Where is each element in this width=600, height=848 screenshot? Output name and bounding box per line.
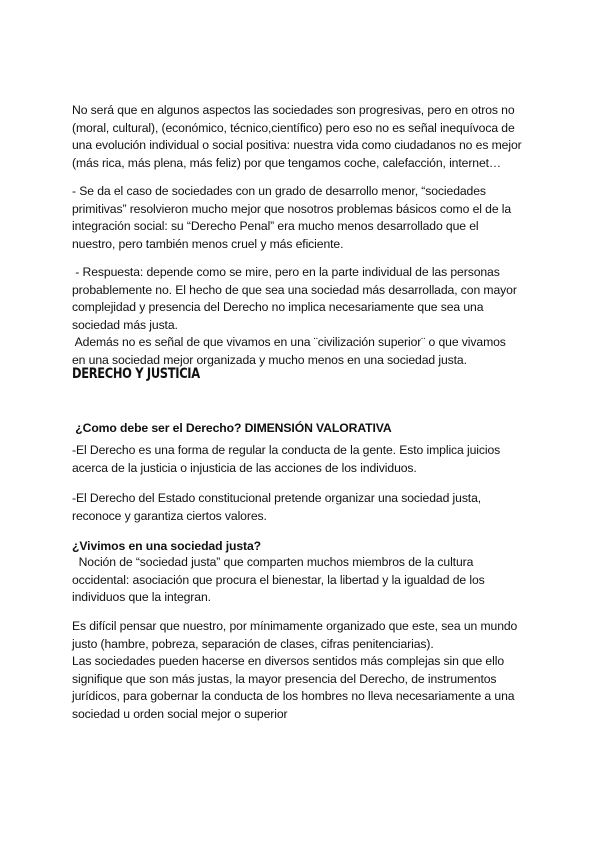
text-line: primitivas” resolvieron mucho mejor que nosotros problemas básicos como el de la	[72, 201, 512, 216]
text-line: -El Derecho es una forma de regular la conducta de la gente. Esto implica juicios	[72, 443, 501, 457]
text-line: en una sociedad mejor organizada y mucho menos en una sociedad justa.	[72, 352, 467, 367]
paragraph-primitive-societies	[72, 183, 534, 253]
text-line: complejidad y presencia del Derecho no implica necesariamente que sea una	[72, 300, 484, 315]
text-line: acerca de la justicia o injusticia de las acciones de los individuos.	[72, 460, 417, 475]
text-line: Noción de “sociedad justa” que comparten muchos miembros de la cultura	[72, 555, 474, 569]
text-line: individuos que la integran.	[72, 590, 211, 605]
text-line: sociedad más justa.	[72, 317, 178, 332]
question-heading	[72, 538, 534, 556]
text-line: - Respuesta: depende como se mire, pero en la parte individual de las personas	[72, 265, 500, 279]
paragraph-progress	[72, 102, 534, 172]
paragraph-sociedad-justa	[72, 554, 534, 607]
paragraph-estado-constitucional	[72, 490, 534, 525]
text-line: (más rica, más plena, más feliz) por que tengamos coche, calefacción, internet…	[72, 155, 502, 170]
paragraph-mundo-justo	[72, 618, 534, 724]
text-line: jurídicos, para gobernar la conducta de los hombres no lleva necesariamente a una	[72, 689, 515, 704]
text-line: una evolución individual o social positiva: nuestra vida como ciudadanos no es mejor	[72, 138, 522, 153]
text-line: justo (hambre, pobreza, separación de clases, cifras penitenciarias).	[72, 636, 434, 651]
text-line: sociedad u orden social mejor o superior	[72, 706, 288, 721]
text-line: probablemente no. El hecho de que sea una sociedad más desarrollada, con mayor	[72, 282, 517, 297]
text-line: Además no es señal de que vivamos en una ¨civilización superior¨ o que vivamos	[72, 335, 506, 350]
text-line: - Se da el caso de sociedades con un grado de desarrollo menor, “sociedades	[72, 184, 486, 198]
text-line: -El Derecho del Estado constitucional pretende organizar una sociedad justa,	[72, 491, 482, 505]
text-line: occidental: asociación que procura el bienestar, la libertad y la igualdad de los	[72, 572, 485, 587]
text-line: integración social: su “Derecho Penal” era mucho menos desarrollado que el	[72, 219, 479, 234]
text-line: signifique que son más justas, la mayor presencia del Derecho, de instrumentos	[72, 671, 497, 686]
text-line: (moral, cultural), (económico, técnico,científico) pero eso no es señal inequívoca de	[72, 120, 515, 135]
text-line: Las sociedades pueden hacerse en diversos sentidos más complejas sin que ello	[72, 654, 504, 669]
section-heading: DERECHO Y JUSTICIA	[72, 366, 200, 382]
paragraph-derecho-regula	[72, 442, 534, 477]
text-line: No será que en algunos aspectos las sociedades son progresivas, pero en otros no	[72, 103, 515, 117]
text-line: reconoce y garantiza ciertos valores.	[72, 508, 267, 523]
subheading-text: ¿Como debe ser el Derecho? DIMENSIÓN VALORATIVA	[72, 421, 392, 436]
text-line: nuestro, pero también menos cruel y más eficiente.	[72, 236, 344, 251]
text-line: Es difícil pensar que nuestro, por mínimamente organizado que este, sea un mundo	[72, 619, 518, 633]
question-text: ¿Vivimos en una sociedad justa?	[72, 539, 262, 553]
paragraph-answer	[72, 264, 534, 370]
